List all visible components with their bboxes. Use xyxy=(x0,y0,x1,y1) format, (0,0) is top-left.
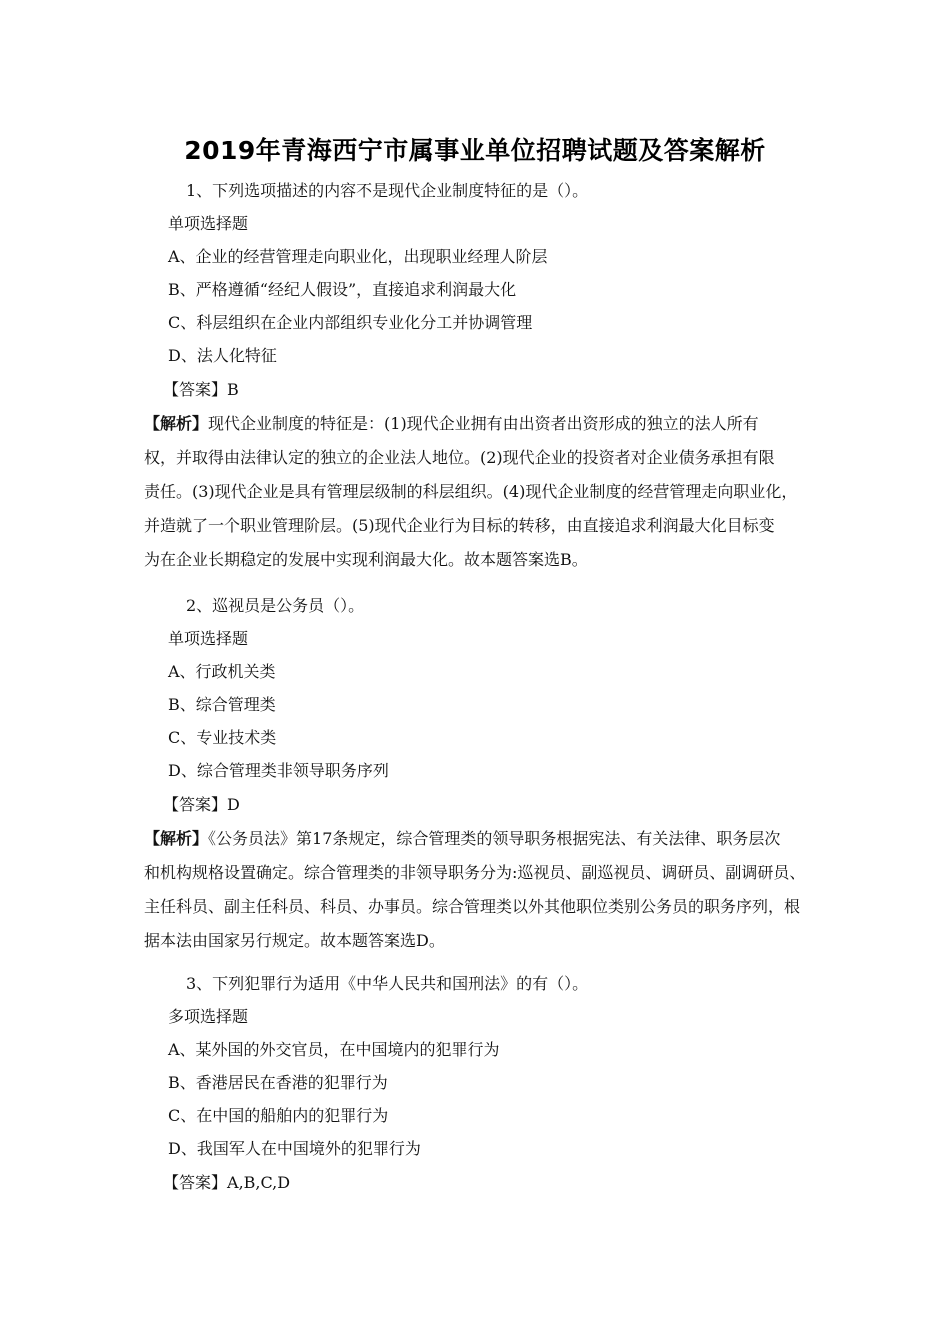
analysis-line: 现代企业制度的特征是：(1)现代企业拥有由出资者出资形成的独立的法人所有 xyxy=(208,414,759,433)
answer-value: A,B,C,D xyxy=(227,1173,291,1192)
question-2-option-c: C、专业技术类 xyxy=(168,728,277,747)
question-2-option-a: A、行政机关类 xyxy=(168,662,276,681)
analysis-label: 【解析】 xyxy=(144,414,209,433)
question-2-answer xyxy=(163,792,240,815)
answer-value: D xyxy=(227,795,240,814)
analysis-line: 《公务员法》第17条规定，综合管理类的领导职务根据宪法、有关法律、职务层次 xyxy=(208,829,781,848)
question-2-option-b: B、综合管理类 xyxy=(168,695,276,714)
question-1-text: 1、下列选项描述的内容不是现代企业制度特征的是（）。 xyxy=(186,181,589,200)
question-1-option-d: D、法人化特征 xyxy=(168,346,277,365)
question-3-option-a: A、某外国的外交官员，在中国境内的犯罪行为 xyxy=(168,1040,500,1059)
question-1-type: 单项选择题 xyxy=(168,214,249,233)
question-3-option-c: C、在中国的船舶内的犯罪行为 xyxy=(168,1106,389,1125)
answer-label: 【答案】 xyxy=(163,1173,228,1192)
question-3-type: 多项选择题 xyxy=(168,1007,249,1026)
analysis-line: 据本法由国家另行规定。故本题答案选D。 xyxy=(144,931,445,950)
answer-label: 【答案】 xyxy=(163,795,228,814)
question-2-text: 2、巡视员是公务员（）。 xyxy=(186,596,365,615)
question-1-option-c: C、科层组织在企业内部组织专业化分工并协调管理 xyxy=(168,313,533,332)
analysis-line: 权，并取得由法律认定的独立的企业法人地位。(2)现代企业的投资者对企业债务承担有限 xyxy=(144,448,775,467)
answer-label: 【答案】 xyxy=(163,380,228,399)
document-title: 2019年青海西宁市属事业单位招聘试题及答案解析 xyxy=(184,136,766,165)
analysis-label: 【解析】 xyxy=(144,829,209,848)
question-2-option-d: D、综合管理类非领导职务序列 xyxy=(168,761,389,780)
question-1-answer xyxy=(163,377,239,400)
question-3-option-b: B、香港居民在香港的犯罪行为 xyxy=(168,1073,388,1092)
analysis-line: 主任科员、副主任科员、科员、办事员。综合管理类以外其他职位类别公务员的职务序列，根 xyxy=(144,897,801,916)
analysis-line: 责任。(3)现代企业是具有管理层级制的科层组织。(4)现代企业制度的经营管理走向职业化， xyxy=(144,482,798,501)
question-3-text: 3、下列犯罪行为适用《中华人民共和国刑法》的有（）。 xyxy=(186,974,589,993)
analysis-line: 为在企业长期稳定的发展中实现利润最大化。故本题答案选B。 xyxy=(144,550,588,569)
question-2-type: 单项选择题 xyxy=(168,629,249,648)
analysis-line: 并造就了一个职业管理阶层。(5)现代企业行为目标的转移，由直接追求利润最大化目标变 xyxy=(144,516,775,535)
question-1-option-b: B、严格遵循“经纪人假设”，直接追求利润最大化 xyxy=(168,280,517,299)
question-3-answer xyxy=(163,1170,290,1193)
question-1-option-a: A、企业的经营管理走向职业化，出现职业经理人阶层 xyxy=(168,247,548,266)
question-3-option-d: D、我国军人在中国境外的犯罪行为 xyxy=(168,1139,421,1158)
analysis-line: 和机构规格设置确定。综合管理类的非领导职务分为:巡视员、副巡视员、调研员、副调研员、 xyxy=(144,863,806,882)
answer-value: B xyxy=(227,380,239,399)
